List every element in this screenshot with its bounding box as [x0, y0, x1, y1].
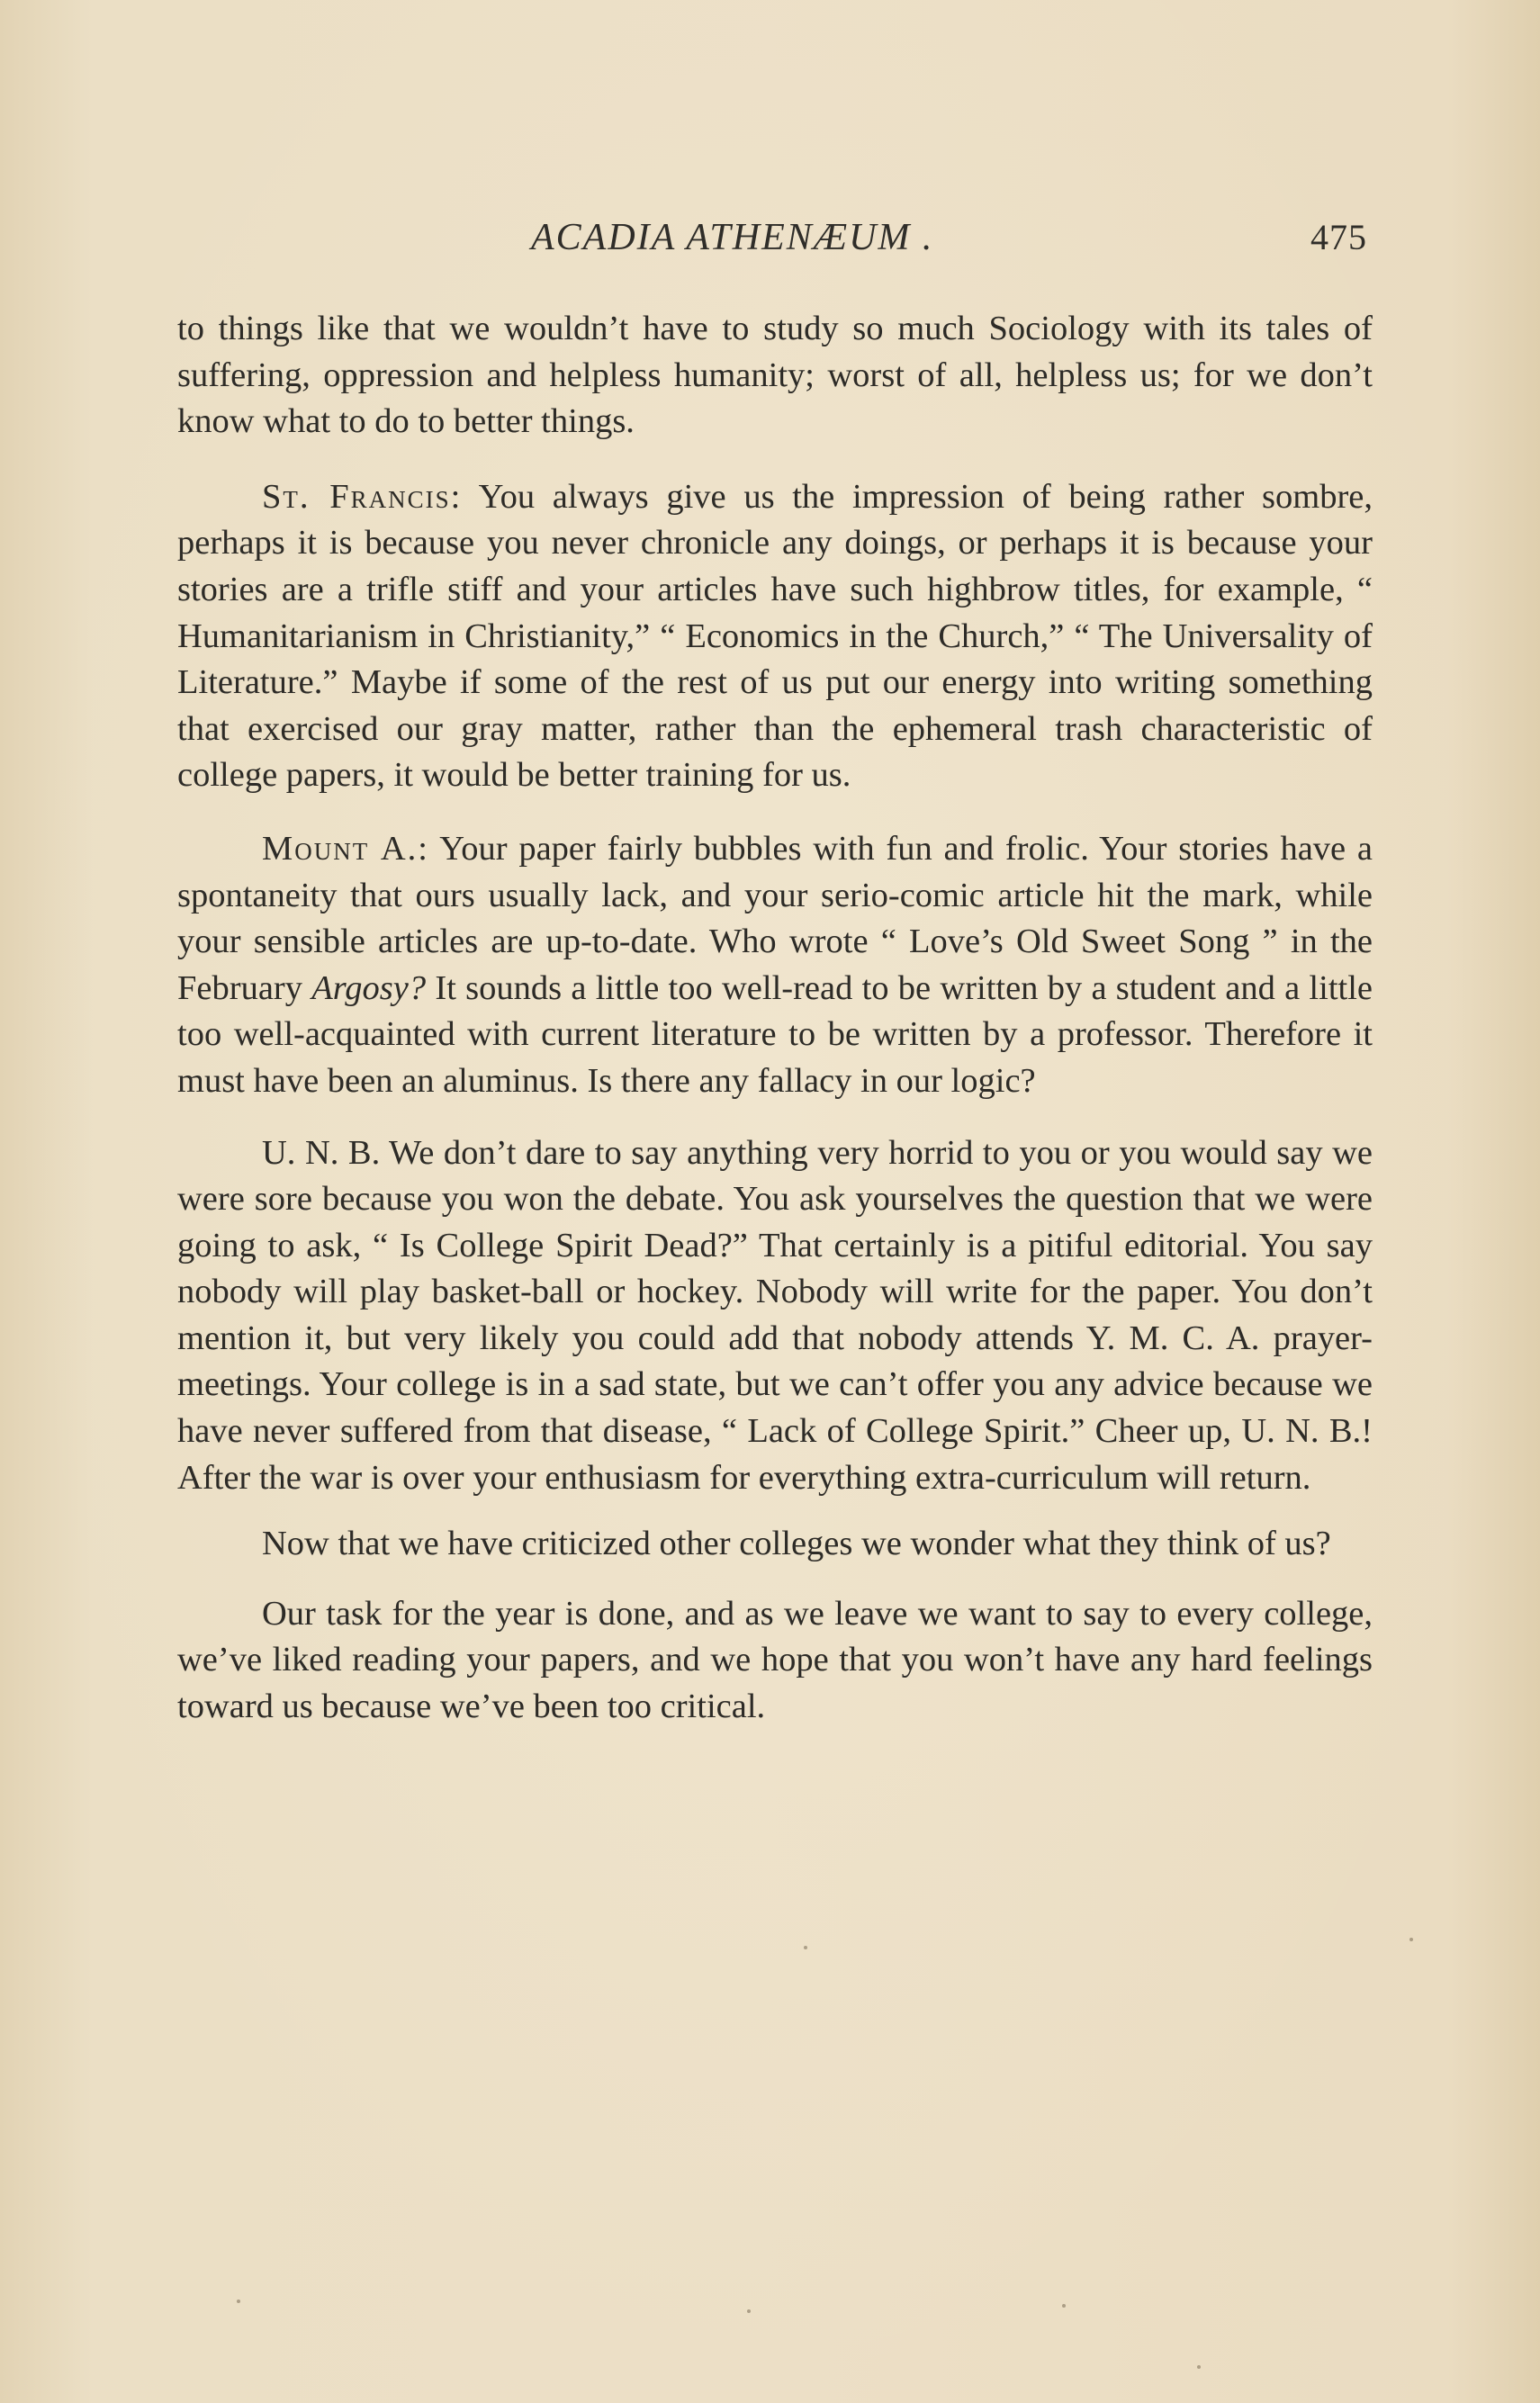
- italic-title-argosy: Argosy?: [311, 968, 427, 1007]
- paper-speck: [1197, 2365, 1201, 2369]
- paper-speck: [1062, 2304, 1066, 2308]
- page-header: [0, 216, 1540, 270]
- paragraph-conclusion-question: [177, 1521, 1373, 1568]
- running-title: ACADIA ATHENÆUM .: [531, 217, 934, 258]
- page-number: 475: [1310, 217, 1367, 257]
- article-body: [177, 306, 1373, 1731]
- paragraph-lead-st-francis: St. Francis:: [262, 477, 463, 516]
- paragraph-text: Your paper fairly bubbles with fun and frolic. Your stories have a spontaneity that ours usually lack, and your serio-comic article hit the mark, while your sensible articles are up-to-date. Who wrote “ Love’s Old Sweet Song ” in the February: [177, 829, 1373, 1007]
- paragraph-unb: [177, 1130, 1373, 1502]
- paragraph-text: U. N. B. We don’t dare to say anything very horrid to you or you would say we were sore because you won the debate. You ask yourselves the question that we were going to ask, “ Is College Spirit Dead?” That certainly is a pitiful editorial. You say nobody will play basket-ball or hockey. Nobody will write for the paper. You don’t mention it, but very likely you could add that nobody attends Y. M. C. A. prayer-meetings. Your college is in a sad state, but we can’t offer you any advice because we have never suffered from that disease, “ Lack of College Spirit.” Cheer up, U. N. B.! After the war is over your enthusiasm for everything extra-curriculum will return.: [177, 1133, 1373, 1497]
- paper-speck: [804, 1946, 807, 1949]
- paper-speck: [1409, 1938, 1413, 1941]
- paragraph-text: Now that we have criticized other colleges we wonder what they think of us?: [262, 1525, 1331, 1563]
- paragraph-text: Our task for the year is done, and as we leave we want to say to every college, we’ve liked reading your papers, and we hope that you won’t have any hard feelings toward us because we’ve been too critical.: [177, 1594, 1373, 1726]
- paper-speck: [237, 2300, 240, 2303]
- paragraph-continuation: [177, 306, 1373, 446]
- paragraph-mount-a: [177, 826, 1373, 1105]
- paper-speck: [747, 2309, 751, 2313]
- paragraph-lead-mount-a: Mount A.:: [262, 829, 429, 868]
- paragraph-text: to things like that we wouldn’t have to study so much Sociology with its tales of suffering, oppression and helpless humanity; worst of all, helpless us; for we don’t know what to do to better things.: [177, 310, 1373, 441]
- paragraph-farewell: [177, 1591, 1373, 1731]
- paragraph-st-francis: [177, 474, 1373, 799]
- paragraph-text: It sounds a little too well-read to be written by a student and a little too well-acquainted with current literature to be written by a professor. Therefore it must have been an aluminus. Is there any fallacy in our logic?: [177, 968, 1373, 1100]
- paragraph-text: You always give us the impression of being rather sombre, perhaps it is because you never chronicle any doings, or perhaps it is because your stories are a trifle stiff and your articles have such highbrow titles, for example, “ Humanitarianism in Christianity,” “ Economics in the Church,” “ The Universality of Literature.” Maybe if some of the rest of us put our energy into writing something that exercised our gray matter, rather than the ephemeral trash characteristic of college papers, it would be better training for us.: [177, 477, 1373, 795]
